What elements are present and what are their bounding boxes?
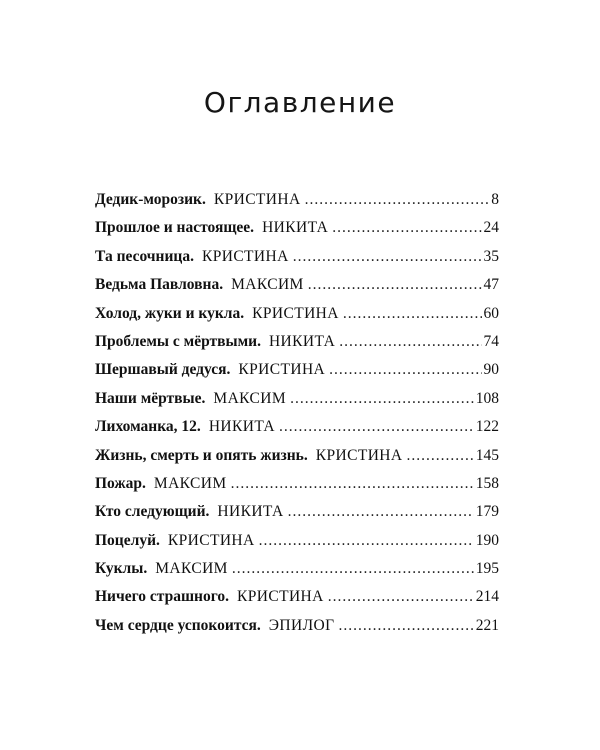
chapter-narrator: ЭПИЛОГ bbox=[268, 616, 335, 634]
chapter-title: Куклы. bbox=[95, 560, 148, 578]
table-of-contents bbox=[95, 186, 499, 640]
toc-entry bbox=[95, 612, 499, 640]
chapter-title: Жизнь, смерть и опять жизнь. bbox=[95, 446, 308, 464]
toc-entry bbox=[95, 328, 499, 356]
dot-leader bbox=[290, 385, 474, 413]
chapter-title: Холод, жуки и кукла. bbox=[95, 304, 245, 322]
toc-entry bbox=[95, 413, 499, 441]
chapter-narrator: НИКИТА bbox=[208, 418, 276, 436]
chapter-title: Кто следующий. bbox=[95, 503, 210, 521]
dot-leader bbox=[343, 300, 482, 328]
chapter-narrator: КРИСТИНА bbox=[236, 588, 324, 606]
chapter-title: Та песочница. bbox=[95, 247, 194, 265]
chapter-narrator: НИКИТА bbox=[268, 332, 336, 350]
chapter-narrator: НИКИТА bbox=[217, 503, 284, 521]
page-number: 90 bbox=[483, 361, 499, 379]
chapter-narrator: МАКСИМ bbox=[231, 276, 304, 294]
chapter-title: Шершавый дедуся. bbox=[95, 361, 231, 379]
page-number: 8 bbox=[491, 191, 499, 208]
chapter-title: Проблемы с мёртвыми. bbox=[95, 332, 261, 350]
dot-leader bbox=[308, 271, 482, 299]
chapter-narrator: НИКИТА bbox=[262, 219, 329, 237]
dot-leader bbox=[332, 214, 481, 242]
toc-entry bbox=[95, 583, 499, 611]
page-number: 221 bbox=[475, 616, 499, 634]
page-number: 158 bbox=[475, 474, 499, 492]
toc-entry bbox=[95, 470, 499, 498]
page-number: 24 bbox=[483, 219, 499, 237]
toc-entry bbox=[95, 527, 499, 555]
chapter-title: Ничего страшного. bbox=[95, 588, 229, 606]
toc-entry bbox=[95, 243, 499, 271]
toc-entry bbox=[95, 498, 499, 526]
page-number: 74 bbox=[483, 332, 499, 350]
chapter-title: Пожар. bbox=[95, 474, 146, 492]
chapter-title: Поцелуй. bbox=[95, 531, 160, 549]
chapter-narrator: КРИСТИНА bbox=[201, 247, 289, 265]
chapter-narrator: МАКСИМ bbox=[153, 474, 227, 492]
dot-leader bbox=[293, 243, 482, 271]
chapter-narrator: МАКСИМ bbox=[213, 389, 287, 407]
page-number: 35 bbox=[483, 247, 499, 265]
dot-leader bbox=[328, 583, 474, 611]
page-number: 214 bbox=[475, 588, 499, 606]
toc-entry bbox=[95, 442, 499, 470]
dot-leader bbox=[288, 498, 474, 526]
chapter-narrator: КРИСТИНА bbox=[315, 446, 403, 464]
toc-entry bbox=[95, 271, 499, 299]
chapter-title: Прошлое и настоящее. bbox=[95, 219, 255, 237]
dot-leader bbox=[339, 328, 481, 356]
page-number: 60 bbox=[483, 304, 499, 322]
chapter-title: Чем сердце успокоится. bbox=[95, 616, 261, 634]
dot-leader bbox=[305, 186, 490, 214]
toc-entry bbox=[95, 214, 499, 242]
toc-entry bbox=[95, 186, 499, 214]
dot-leader bbox=[329, 356, 481, 384]
page-number: 122 bbox=[475, 418, 499, 436]
chapter-title: Ведьма Павловна. bbox=[95, 276, 224, 294]
page-number: 47 bbox=[483, 276, 499, 294]
page-number: 108 bbox=[475, 389, 499, 407]
toc-entry bbox=[95, 385, 499, 413]
toc-entry bbox=[95, 356, 499, 384]
chapter-narrator: КРИСТИНА bbox=[213, 191, 301, 208]
page-number: 190 bbox=[475, 531, 499, 549]
chapter-narrator: КРИСТИНА bbox=[238, 361, 326, 379]
chapter-title: Наши мёртвые. bbox=[95, 389, 206, 407]
chapter-narrator: КРИСТИНА bbox=[167, 531, 255, 549]
dot-leader bbox=[279, 413, 474, 441]
dot-leader bbox=[259, 527, 474, 555]
chapter-title: Лихоманка, 12. bbox=[95, 418, 201, 436]
chapter-narrator: КРИСТИНА bbox=[252, 304, 339, 322]
page-title: Оглавление bbox=[203, 86, 397, 119]
dot-leader bbox=[231, 470, 474, 498]
page-number: 179 bbox=[475, 503, 499, 521]
page-number: 195 bbox=[475, 560, 499, 578]
toc-entry bbox=[95, 555, 499, 583]
dot-leader bbox=[407, 442, 474, 470]
dot-leader bbox=[338, 612, 473, 640]
page-number: 145 bbox=[475, 446, 499, 464]
dot-leader bbox=[232, 555, 474, 583]
chapter-narrator: МАКСИМ bbox=[155, 560, 228, 578]
chapter-title: Дедик-морозик. bbox=[95, 191, 206, 208]
toc-entry bbox=[95, 300, 499, 328]
